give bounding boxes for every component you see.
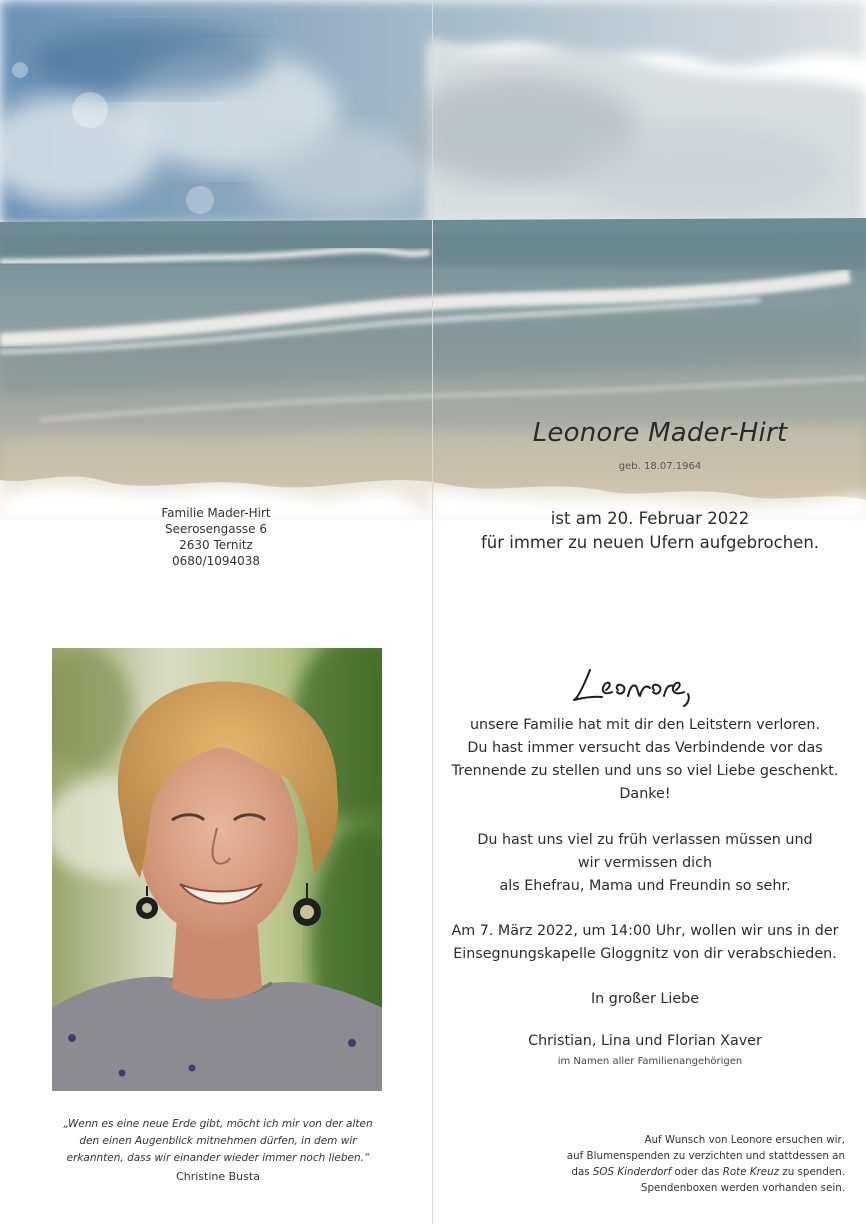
quote-author: Christine Busta	[176, 1170, 260, 1183]
donation-note	[520, 1132, 845, 1196]
donation-line-4: Spendenboxen werden vorhanden sein.	[640, 1182, 845, 1194]
signatories-text: Christian, Lina und Florian Xaver	[528, 1033, 762, 1049]
closing-text: In großer Liebe	[590, 991, 700, 1007]
message-line: Am 7. März 2022, um 14:00 Uhr, wollen wir uns in der	[451, 923, 839, 939]
relatives-note: im Namen aller Familienangehörigen	[557, 1056, 743, 1067]
departure-announcement	[450, 507, 850, 555]
family-address	[130, 505, 302, 569]
message-line: Danke!	[619, 786, 671, 802]
salutation-handwriting	[560, 660, 740, 710]
donation-line-3	[520, 1164, 845, 1180]
message-line: Du hast immer versucht das Verbindende vor das	[467, 740, 823, 756]
message-paragraph-2	[445, 829, 845, 898]
message-line: Du hast uns viel zu früh verlassen müssen und	[477, 832, 813, 848]
quote-line-1: „Wenn es eine neue Erde gibt, möcht ich mir von der alten	[63, 1118, 373, 1130]
center-fold-line	[432, 0, 433, 1224]
quote-line-3: erkannten, dass wir einander wieder immer noch lieben.“	[66, 1152, 370, 1164]
funeral-details	[445, 920, 845, 966]
closing-phrase	[445, 988, 845, 1011]
message-line: Trennende zu stellen und uns so viel Liebe geschenkt.	[451, 763, 839, 779]
message-paragraph-1	[445, 714, 845, 806]
charity-sos-kinderdorf: SOS Kinderdorf	[592, 1166, 672, 1178]
donation-text: zu spenden.	[779, 1166, 845, 1178]
message-line: unsere Familie hat mit dir den Leitstern verloren.	[469, 717, 821, 733]
family-name: Familie Mader-Hirt	[161, 506, 271, 520]
memorial-quote	[40, 1116, 396, 1167]
donation-line-2: auf Blumenspenden zu verzichten und stattdessen an	[566, 1150, 845, 1162]
message-line: wir vermissen dich	[577, 855, 713, 871]
family-street: Seerosengasse 6	[165, 522, 267, 536]
portrait-photo	[52, 648, 382, 1091]
departure-line-1: ist am 20. Februar 2022	[550, 509, 750, 528]
donation-text: oder das	[671, 1166, 723, 1178]
message-line: als Ehefrau, Mama und Freundin so sehr.	[499, 878, 791, 894]
donation-text: das	[571, 1166, 593, 1178]
message-line: Einsegnungskapelle Gloggnitz von dir verabschieden.	[453, 946, 837, 962]
departure-line-2: für immer zu neuen Ufern aufgebrochen.	[480, 533, 820, 552]
quote-line-2: den einen Augenblick mitnehmen dürfen, in dem wir	[79, 1135, 357, 1147]
family-city: 2630 Ternitz	[179, 538, 253, 552]
charity-rote-kreuz: Rote Kreuz	[722, 1166, 780, 1178]
birth-date: geb. 18.07.1964	[618, 461, 702, 472]
family-phone: 0680/1094038	[171, 554, 261, 568]
donation-line-1: Auf Wunsch von Leonore ersuchen wir,	[644, 1134, 845, 1146]
deceased-name: Leonore Mader-Hirt	[532, 418, 788, 448]
signatories	[445, 1030, 845, 1053]
